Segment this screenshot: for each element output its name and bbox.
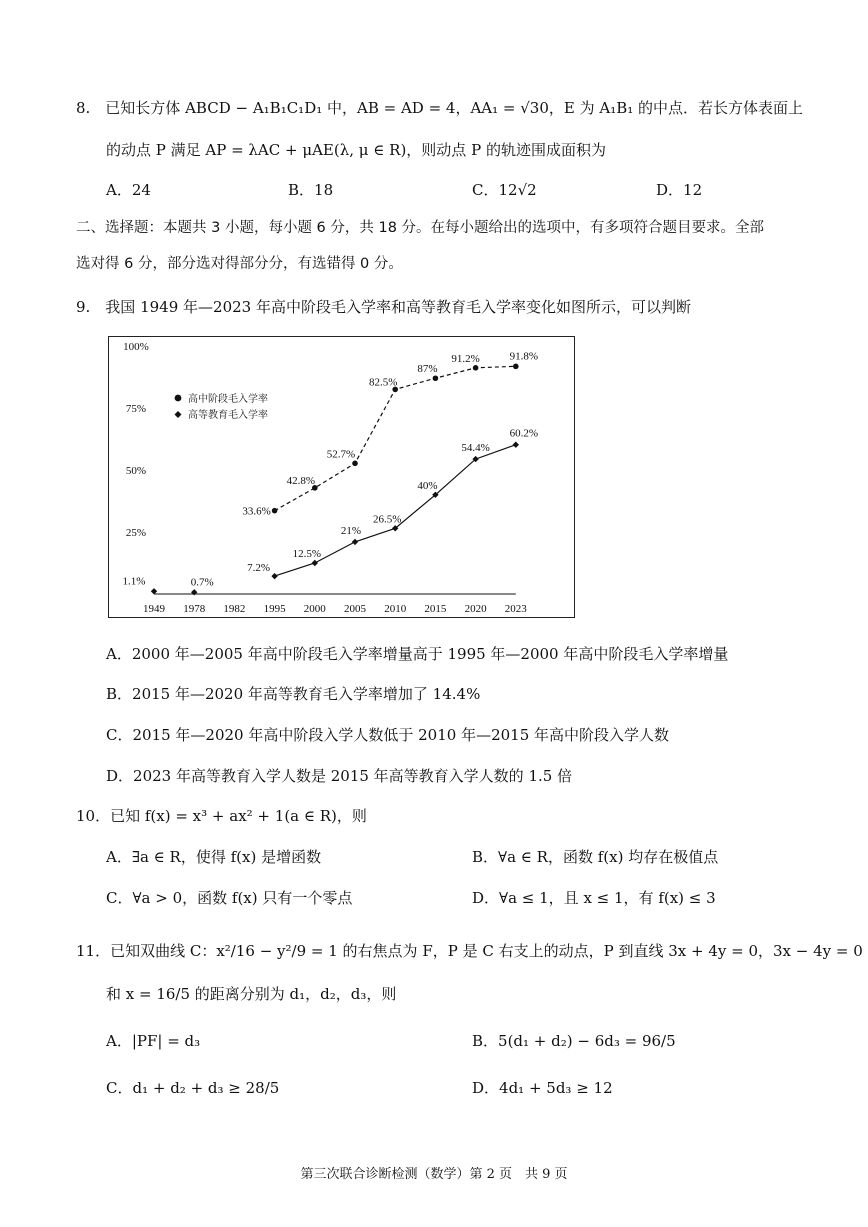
x-tick-label-2005: 2005 bbox=[344, 603, 366, 615]
chart-frame bbox=[109, 337, 575, 618]
q11-line1: 11．已知双曲线 C：x²/16 − y²/9 = 1 的右焦点为 F，P 是 C 右支上的动点，P 到直线 3x + 4y = 0，3x − 4y = 0 bbox=[76, 942, 863, 960]
section2-line1: 二、选择题：本题共 3 小题，每小题 6 分，共 18 分。在每小题给出的选项中，有多项符合题目要求。全部 bbox=[76, 220, 765, 236]
q11-line2: 和 x = 16/5 的距离分别为 d₁，d₂，d₃，则 bbox=[106, 985, 397, 1003]
q10-option-a: A．∃a ∈ R，使得 f(x) 是增函数 bbox=[106, 848, 322, 866]
data-label-0-3: 82.5% bbox=[368, 376, 398, 389]
data-label-1-5: 54.4% bbox=[461, 442, 490, 455]
data-label-1-2: 21% bbox=[340, 524, 362, 537]
data-label-1-3: 26.5% bbox=[372, 513, 402, 526]
q8-option-c: C．12√2 bbox=[472, 181, 537, 199]
x-tick-label-2015: 2015 bbox=[424, 603, 447, 615]
y-tick-label-100: 100% bbox=[123, 341, 149, 353]
y-tick-label-50: 50% bbox=[125, 465, 147, 477]
q9-option-b: B．2015 年—2020 年高等教育毛入学率增加了 14.4% bbox=[106, 685, 481, 703]
data-label-0-5: 91.2% bbox=[451, 352, 480, 365]
x-tick-label-1949: 1949 bbox=[143, 603, 165, 615]
q8-option-d: D．12 bbox=[656, 181, 703, 199]
x-tick-label-2000: 2000 bbox=[303, 603, 326, 615]
legend-label-0: 高中阶段毛入学率 bbox=[188, 394, 268, 405]
q8-line2: 的动点 P 满足 AP = λAC + μAE(λ, μ ∈ R)，则动点 P 的轨迹围成面积为 bbox=[106, 141, 606, 159]
x-tick-label-1982: 1982 bbox=[223, 603, 246, 615]
y-tick-label-25: 25% bbox=[125, 527, 147, 539]
q11-option-a: A．|PF| = d₃ bbox=[106, 1032, 201, 1050]
q10-option-c: C．∀a > 0，函数 f(x) 只有一个零点 bbox=[106, 889, 353, 907]
q10-stem: 10．已知 f(x) = x³ + ax² + 1(a ∈ R)，则 bbox=[76, 807, 367, 825]
data-point-0-4 bbox=[433, 375, 439, 381]
y-tick-label-75: 75% bbox=[125, 403, 147, 415]
data-label-0-2: 52.7% bbox=[326, 448, 356, 461]
data-label-1-6: 60.2% bbox=[509, 427, 539, 440]
q8-line1: 8. 已知长方体 ABCD − A₁B₁C₁D₁ 中，AB = AD = 4，AA₁ = √30，E 为 A₁B₁ 的中点．若长方体表面上 bbox=[76, 99, 804, 117]
data-label-1-4: 40% bbox=[417, 479, 438, 492]
data-point-0-6 bbox=[513, 364, 519, 370]
data-label-0-1: 42.8% bbox=[286, 474, 316, 487]
data-label-0-4: 87% bbox=[417, 363, 438, 376]
data-label-1-0: 7.2% bbox=[247, 562, 271, 575]
data-point-0-2 bbox=[352, 461, 358, 467]
q9-option-d: D．2023 年高等教育入学人数是 2015 年高等教育入学人数的 1.5 倍 bbox=[106, 767, 573, 785]
q9-option-a: A．2000 年—2005 年高中阶段毛入学率增量高于 1995 年—2000 年高中阶段毛入学率增量 bbox=[106, 645, 729, 663]
data-label-2-0: 1.1% bbox=[122, 575, 146, 588]
page-footer: 第三次联合诊断检测（数学）第 2 页 共 9 页 bbox=[300, 1167, 568, 1182]
data-label-1-1: 12.5% bbox=[292, 548, 322, 560]
q11-option-d: D．4d₁ + 5d₃ ≥ 12 bbox=[472, 1079, 613, 1097]
x-tick-label-1995: 1995 bbox=[263, 603, 286, 615]
data-label-2-1: 0.7% bbox=[190, 576, 214, 589]
data-point-0-0 bbox=[272, 508, 278, 514]
x-tick-label-2020: 2020 bbox=[464, 603, 487, 615]
section2-line2: 选对得 6 分，部分选对得部分分，有选错得 0 分。 bbox=[76, 256, 403, 272]
q10-option-d: D．∀a ≤ 1，且 x ≤ 1，有 f(x) ≤ 3 bbox=[472, 889, 716, 907]
data-point-0-5 bbox=[473, 365, 479, 371]
x-tick-label-1978: 1978 bbox=[183, 603, 206, 615]
q11-option-c: C．d₁ + d₂ + d₃ ≥ 28/5 bbox=[106, 1079, 280, 1097]
data-label-0-0: 33.6% bbox=[242, 505, 271, 518]
q9-stem: 9. 我国 1949 年—2023 年高中阶段毛入学率和高等教育毛入学率变化如图所示，可以判断 bbox=[76, 298, 691, 316]
q10-option-b: B．∀a ∈ R，函数 f(x) 均存在极值点 bbox=[472, 848, 719, 866]
data-label-0-6: 91.8% bbox=[509, 350, 539, 363]
legend-label-1: 高等教育毛入学率 bbox=[188, 410, 268, 421]
legend-marker-circle bbox=[175, 395, 182, 402]
q11-option-b: B．5(d₁ + d₂) − 6d₃ = 96/5 bbox=[472, 1032, 676, 1050]
q8-option-b: B．18 bbox=[288, 181, 334, 199]
q8-option-a: A．24 bbox=[106, 181, 151, 199]
enrollment-rate-chart bbox=[108, 336, 575, 618]
x-tick-label-2010: 2010 bbox=[384, 603, 407, 615]
x-tick-label-2023: 2023 bbox=[504, 603, 527, 615]
q9-option-c: C．2015 年—2020 年高中阶段入学人数低于 2010 年—2015 年高中阶段入学人数 bbox=[106, 726, 670, 744]
